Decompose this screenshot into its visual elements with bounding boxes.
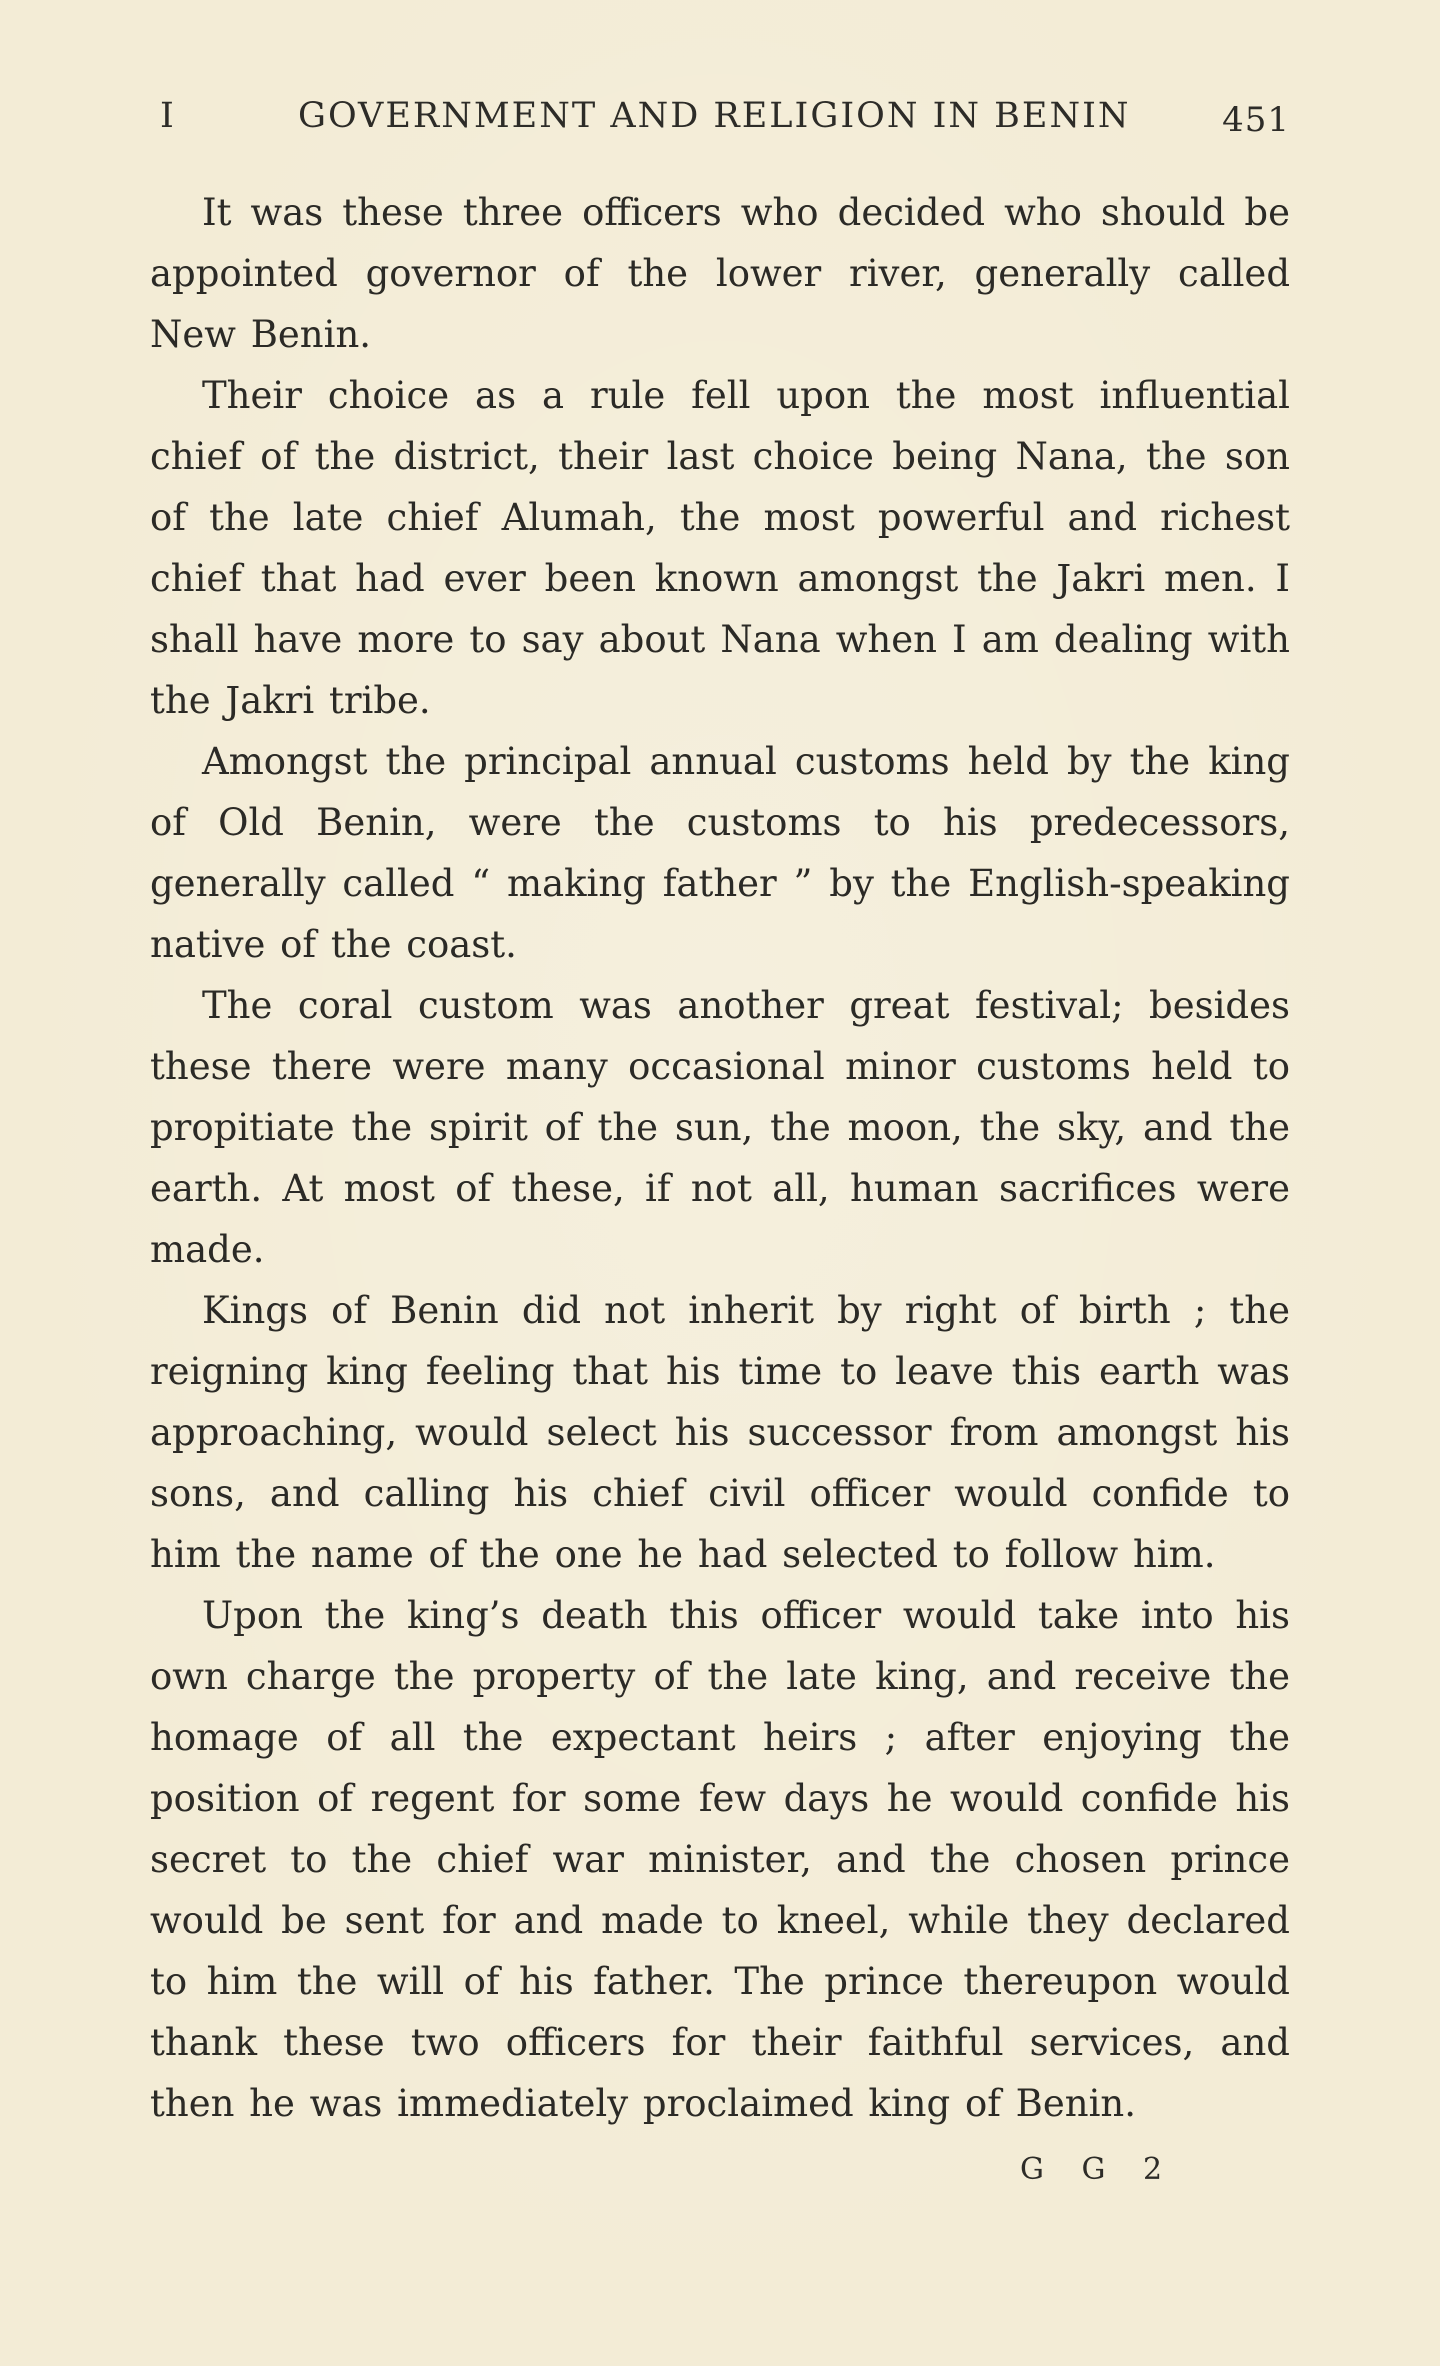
paragraph-4: The coral custom was another great festival; besides these there were many occasional minor customs held to propitiate the spirit of the sun, the moon, the sky, and the earth. At most of these, if not all, human sacrifices were made.: [150, 984, 1290, 1271]
paragraph-6: Upon the king’s death this officer would take into his own charge the property of the late king, and receive the homage of all the expectant heirs ; after enjoying the position of regent for some few days he would confide his secret to the chief war minister, and the chosen prince would be sent for and made to kneel, while they declared to him the will of his father. The prince thereupon would thank these two officers for their faithful services, and then he was immediately proclaimed king of Benin.: [150, 1594, 1290, 2125]
page-number: 451: [1222, 100, 1290, 140]
body-text: [150, 182, 1290, 2134]
running-title: GOVERNMENT AND RELIGION IN BENIN: [298, 96, 1131, 136]
paragraph-2: Their choice as a rule fell upon the most influential chief of the district, their last choice being Nana, the son of the late chief Alumah, the most powerful and richest chief that had ever been known amongst the Jakri men. I shall have more to say about Nana when I am dealing with the Jakri tribe.: [150, 374, 1290, 722]
signature-mark: G G 2: [1020, 2152, 1177, 2187]
paragraph-1: It was these three officers who decided who should be appointed governor of the lower river, generally called New Benin.: [150, 191, 1290, 356]
paragraph-3: Amongst the principal annual customs held by the king of Old Benin, were the customs to his predecessors, generally called “ making father ” by the English-speaking native of the coast.: [150, 740, 1290, 966]
paragraph-5: Kings of Benin did not inherit by right of birth ; the reigning king feeling that his time to leave this earth was approaching, would select his successor from amongst his sons, and calling his chief civil officer would confide to him the name of the one he had selected to follow him.: [150, 1289, 1290, 1576]
chapter-number: I: [160, 96, 176, 136]
running-head: [160, 96, 1290, 146]
